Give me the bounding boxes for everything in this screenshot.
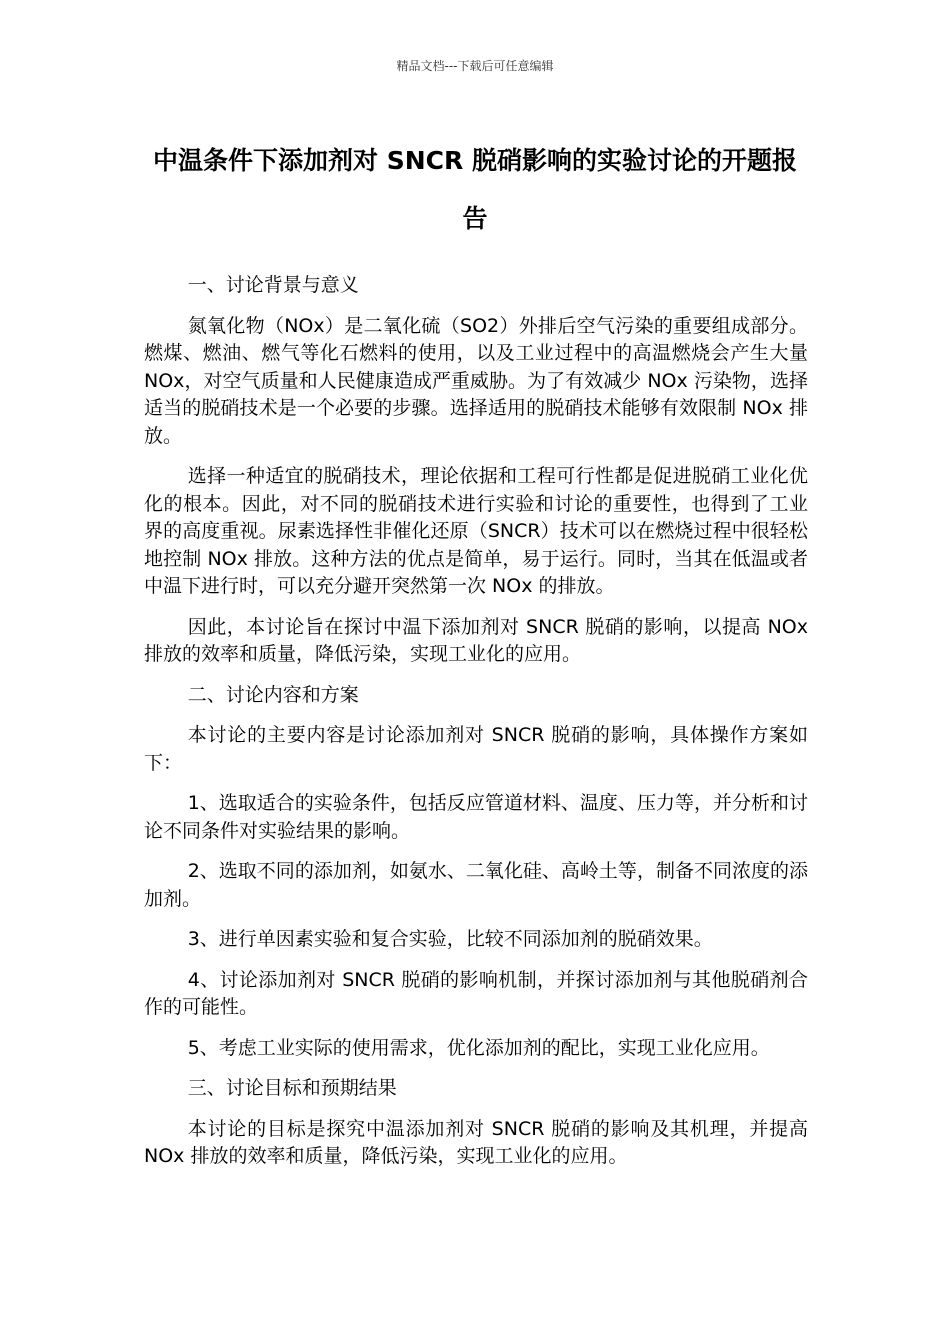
plan-item-1: 1、选取适合的实验条件，包括反应管道材料、温度、压力等，并分析和讨论不同条件对实验结果的影响。 bbox=[144, 792, 808, 842]
paragraph-goals: 本讨论的目标是探究中温添加剂对 SNCR 脱硝的影响及其机理，并提高 NOx 排放的效率和质量，降低污染，实现工业化的应用。 bbox=[144, 1117, 808, 1167]
plan-item-4: 4、讨论添加剂对 SNCR 脱硝的影响机制，并探讨添加剂与其他脱硝剂合作的可能性。 bbox=[144, 968, 808, 1018]
document-title: 中温条件下添加剂对 SNCR 脱硝影响的实验讨论的开题报告 bbox=[153, 146, 797, 233]
section-heading-content: 二、讨论内容和方案 bbox=[187, 683, 359, 706]
plan-item-5: 5、考虑工业实际的使用需求，优化添加剂的配比，实现工业化应用。 bbox=[187, 1036, 770, 1059]
plan-item-2: 2、选取不同的添加剂，如氨水、二氧化硅、高岭土等，制备不同浓度的添加剂。 bbox=[144, 860, 808, 910]
plan-item-3: 3、进行单因素实验和复合实验，比较不同添加剂的脱硝效果。 bbox=[187, 928, 713, 950]
section-heading-goals: 三、讨论目标和预期结果 bbox=[187, 1077, 397, 1099]
document-body bbox=[144, 272, 808, 1184]
section-heading-background: 一、讨论背景与意义 bbox=[187, 274, 359, 296]
paragraph-plan-intro: 本讨论的主要内容是讨论添加剂对 SNCR 脱硝的影响，具体操作方案如下： bbox=[144, 724, 808, 774]
page-header-note: 精品文档---下载后可任意编辑 bbox=[396, 59, 554, 73]
paragraph-nox-intro: 氮氧化物（NOx）是二氧化硫（SO2）外排后空气污染的重要组成部分。燃煤、燃油、燃气等化石燃料的使用，以及工业过程中的高温燃烧会产生大量 NOx，对空气质量和人民健康造成严重威胁。为了有效减少 NOx 污染物，选择适当的脱硝技术是一个必要的步骤。选择适用的脱硝技术能够有效限制 NOx 排放。 bbox=[144, 314, 808, 447]
paragraph-study-aim: 因此，本讨论旨在探讨中温下添加剂对 SNCR 脱硝的影响，以提高 NOx 排放的效率和质量，降低污染，实现工业化的应用。 bbox=[144, 615, 808, 665]
paragraph-sncr-selection: 选择一种适宜的脱硝技术，理论依据和工程可行性都是促进脱硝工业化优化的根本。因此，对不同的脱硝技术进行实验和讨论的重要性，也得到了工业界的高度重视。尿素选择性非催化还原（SNCR）技术可以在燃烧过程中很轻松地控制 NOx 排放。这种方法的优点是简单，易于运行。同时，当其在低温或者中温下进行时，可以充分避开突然第一次 NOx 的排放。 bbox=[144, 465, 808, 597]
